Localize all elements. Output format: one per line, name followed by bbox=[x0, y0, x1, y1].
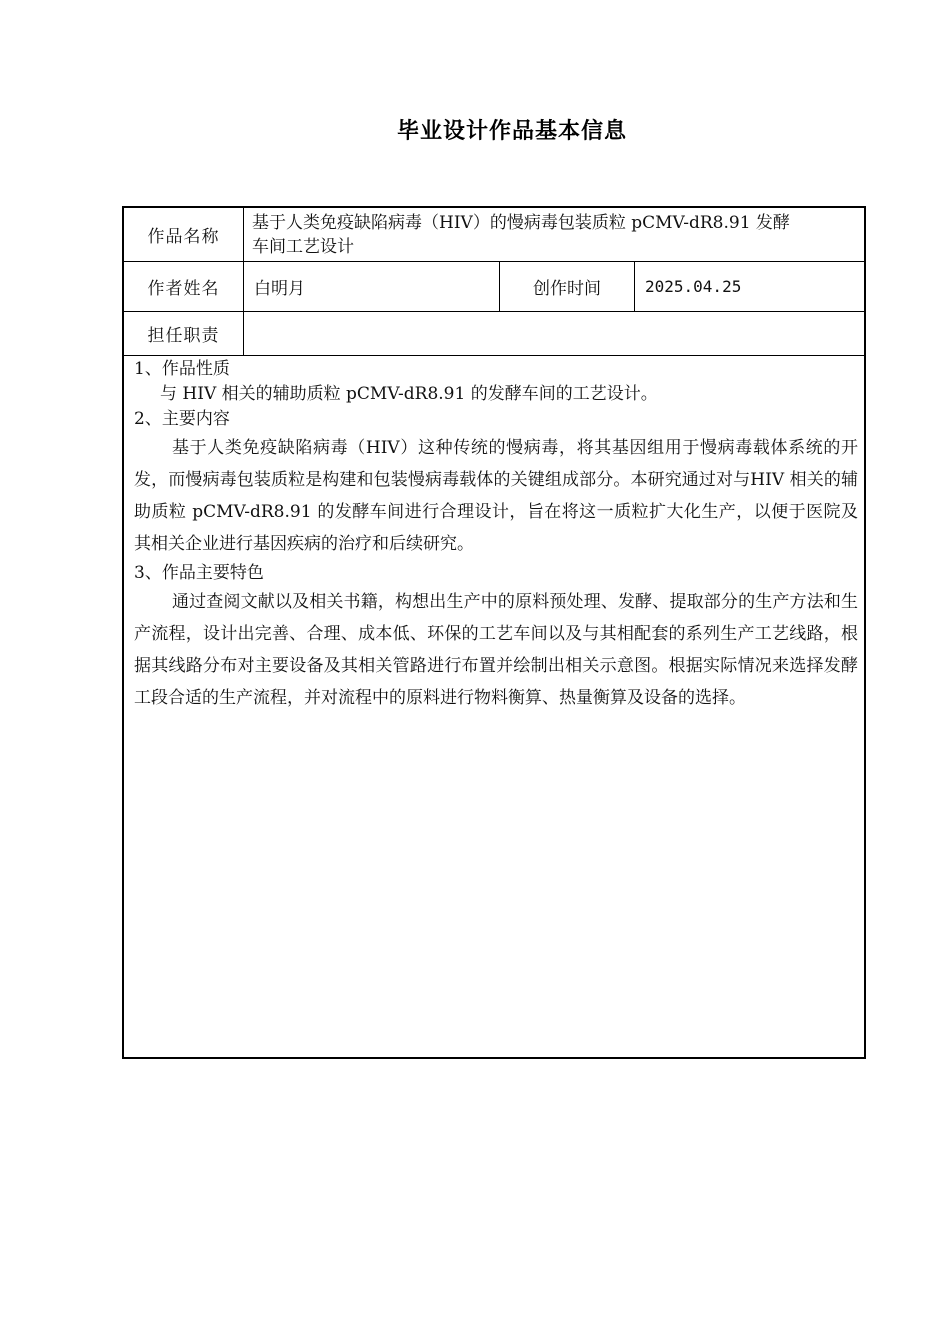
description-content bbox=[134, 356, 858, 714]
features-text: 通过查阅文献以及相关书籍，构想出生产中的原料预处理、发酵、提取部分的生产方法和生产流程，设计出完善、合理、成本低、环保的工艺车间以及与其相配套的系列生产工艺线路，根据其线路分布对主要设备及其相关管路进行布置并绘制出相关示意图。根据实际情况来选择发酵工段合适的生产流程，并对流程中的原料进行物料衡算、热量衡算及设备的选择。 bbox=[134, 592, 858, 708]
info-table bbox=[122, 206, 866, 1059]
work-name-line1: 基于人类免疫缺陷病毒（HIV）的慢病毒包装质粒 pCMV-dR8.91 发酵 bbox=[252, 213, 790, 233]
time-value: 2025.04.25 bbox=[645, 277, 742, 296]
author-label: 作者姓名 bbox=[124, 262, 244, 311]
content-text: 基于人类免疫缺陷病毒（HIV）这种传统的慢病毒，将其基因组用于慢病毒载体系统的开发，而慢病毒包装质粒是构建和包装慢病毒载体的关键组成部分。本研究通过对与HIV 相关的辅助质粒 pCMV-dR8.91 的发酵车间进行合理设计，旨在将这一质粒扩大化生产，以便于医院及其相关企业进行基因疾病的治疗和后续研究。 bbox=[134, 438, 858, 554]
row-role bbox=[124, 312, 864, 356]
work-name-value bbox=[244, 208, 864, 261]
features-heading: 3、作品主要特色 bbox=[134, 563, 264, 583]
work-name-label: 作品名称 bbox=[124, 208, 244, 261]
role-label: 担任职责 bbox=[124, 312, 244, 355]
author-value: 白明月 bbox=[244, 262, 500, 311]
row-author bbox=[124, 262, 864, 312]
page-title: 毕业设计作品基本信息 bbox=[396, 119, 627, 144]
content-heading: 2、主要内容 bbox=[134, 409, 230, 429]
nature-heading: 1、作品性质 bbox=[134, 359, 230, 379]
time-label: 创作时间 bbox=[500, 262, 635, 311]
work-name-line2: 车间工艺设计 bbox=[252, 237, 354, 257]
row-work-name bbox=[124, 208, 864, 262]
nature-text: 与 HIV 相关的辅助质粒 pCMV-dR8.91 的发酵车间的工艺设计。 bbox=[160, 384, 658, 404]
role-value bbox=[244, 312, 864, 355]
